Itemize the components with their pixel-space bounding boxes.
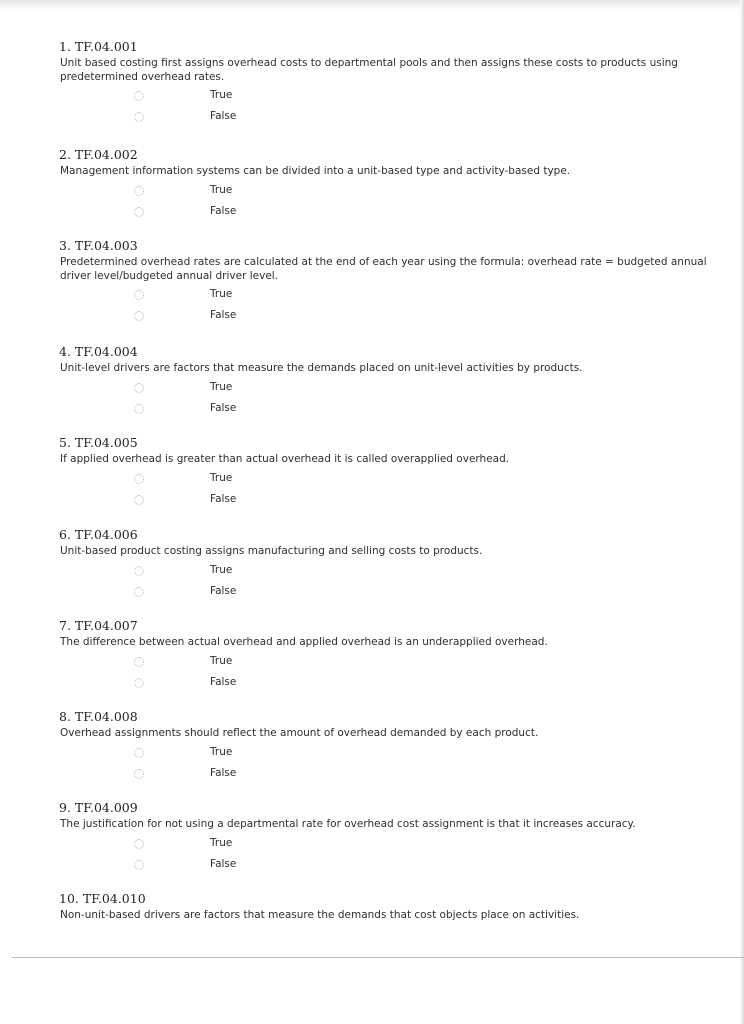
question-5 (58, 436, 708, 514)
question-text: Unit based costing first assigns overhead costs to departmental pools and then assigns these costs to products using predetermined overhead rates. (60, 57, 678, 83)
question-10 (58, 892, 708, 923)
radio-button[interactable] (134, 748, 144, 758)
option-false[interactable]: False (58, 205, 708, 226)
radio-button[interactable] (134, 207, 144, 217)
question-3 (58, 239, 708, 330)
radio-button[interactable] (134, 860, 144, 870)
question-text: Unit-based product costing assigns manufacturing and selling costs to products. (60, 545, 483, 557)
question-header: 4. TF.04.004 (59, 344, 138, 359)
option-true[interactable]: True (58, 655, 708, 676)
question-text: The justification for not using a departmental rate for overhead cost assignment is that it increases accuracy. (60, 818, 636, 830)
option-false[interactable]: False (58, 858, 708, 879)
question-header: 9. TF.04.009 (59, 800, 138, 815)
question-header: 6. TF.04.006 (59, 527, 138, 542)
question-2 (58, 148, 708, 226)
radio-button[interactable] (134, 91, 144, 101)
radio-button[interactable] (134, 404, 144, 414)
question-header: 3. TF.04.003 (59, 238, 138, 253)
radio-button[interactable] (134, 112, 144, 122)
radio-button[interactable] (134, 495, 144, 505)
radio-button[interactable] (134, 566, 144, 576)
page-divider (12, 957, 744, 958)
option-false[interactable]: False (58, 676, 708, 697)
question-text: Unit-level drivers are factors that measure the demands placed on unit-level activities by products. (60, 362, 583, 374)
radio-button[interactable] (134, 587, 144, 597)
option-false[interactable]: False (58, 402, 708, 423)
question-text: Non-unit-based drivers are factors that measure the demands that cost objects place on activities. (60, 909, 580, 921)
radio-button[interactable] (134, 474, 144, 484)
question-header: 10. TF.04.010 (59, 891, 146, 906)
option-true[interactable]: True (58, 746, 708, 767)
option-true[interactable]: True (58, 837, 708, 858)
question-text: Predetermined overhead rates are calculated at the end of each year using the formula: overhead rate = budgeted annual driver level/budgeted annual driver level. (60, 256, 707, 282)
question-text: If applied overhead is greater than actual overhead it is called overapplied overhead. (60, 453, 510, 465)
question-text: Management information systems can be divided into a unit-based type and activity-based type. (60, 165, 571, 177)
question-header: 2. TF.04.002 (59, 147, 138, 162)
question-header: 8. TF.04.008 (59, 709, 138, 724)
question-9 (58, 801, 708, 879)
radio-button[interactable] (134, 383, 144, 393)
question-header: 5. TF.04.005 (59, 435, 138, 450)
question-header: 1. TF.04.001 (59, 39, 138, 54)
option-false[interactable]: False (58, 585, 708, 606)
question-8 (58, 710, 708, 788)
option-false[interactable]: False (58, 309, 708, 330)
radio-button[interactable] (134, 769, 144, 779)
option-true[interactable]: True (58, 184, 708, 205)
option-true[interactable]: True (58, 472, 708, 493)
option-true[interactable]: True (58, 89, 708, 110)
option-true[interactable]: True (58, 381, 708, 402)
option-false[interactable]: False (58, 767, 708, 788)
radio-button[interactable] (134, 311, 144, 321)
radio-button[interactable] (134, 839, 144, 849)
scan-edge-right (740, 0, 744, 1024)
option-false[interactable]: False (58, 110, 708, 131)
question-4 (58, 345, 708, 423)
question-header: 7. TF.04.007 (59, 618, 138, 633)
radio-button[interactable] (134, 186, 144, 196)
radio-button[interactable] (134, 290, 144, 300)
question-6 (58, 528, 708, 606)
scan-edge-top (0, 0, 744, 10)
option-true[interactable]: True (58, 564, 708, 585)
question-text: Overhead assignments should reflect the amount of overhead demanded by each product. (60, 727, 539, 739)
radio-button[interactable] (134, 657, 144, 667)
option-false[interactable]: False (58, 493, 708, 514)
radio-button[interactable] (134, 678, 144, 688)
option-true[interactable]: True (58, 288, 708, 309)
question-7 (58, 619, 708, 697)
question-1 (58, 40, 708, 131)
question-text: The difference between actual overhead and applied overhead is an underapplied overhead. (60, 636, 548, 648)
